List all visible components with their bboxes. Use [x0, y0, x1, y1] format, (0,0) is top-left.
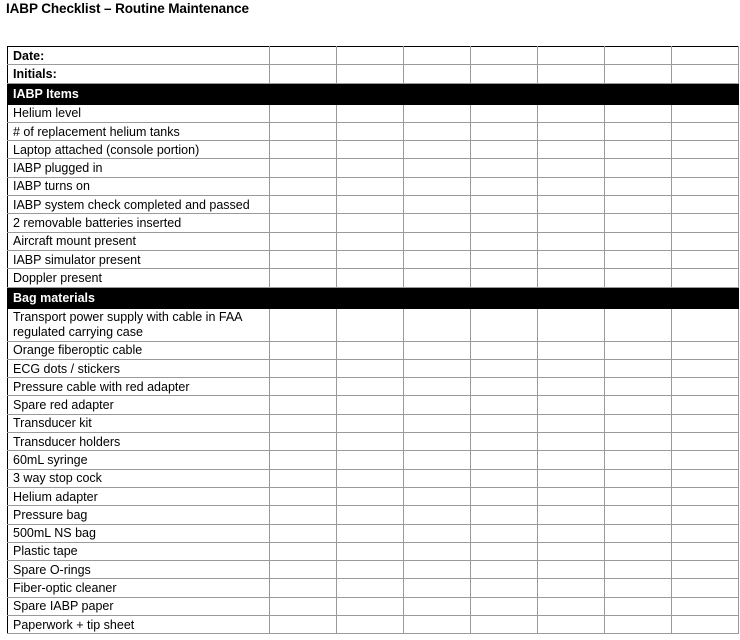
section-1-item-8-check-cell-4[interactable] [471, 232, 538, 250]
section-2-item-1-check-cell-5[interactable] [538, 308, 605, 341]
section-1-item-4-check-cell-7[interactable] [672, 159, 739, 177]
table-row [8, 196, 739, 214]
section-2-item-6-check-cell-3[interactable] [404, 414, 471, 432]
section-2-item-9-check-cell-7[interactable] [672, 469, 739, 487]
section-1-item-2-check-cell-2[interactable] [337, 122, 404, 140]
section-1-item-4-check-cell-2[interactable] [337, 159, 404, 177]
item-label: Transducer holders [8, 433, 270, 451]
section-2-item-5-check-cell-2[interactable] [337, 396, 404, 414]
table-row [8, 308, 739, 341]
section-2-item-1-check-cell-6[interactable] [605, 308, 672, 341]
item-label: Doppler present [8, 269, 270, 287]
section-2-item-3-check-cell-1[interactable] [270, 359, 337, 377]
header-row-label: Date: [8, 47, 270, 65]
section-2-item-1-check-cell-1[interactable] [270, 308, 337, 341]
section-1-item-10-check-cell-6[interactable] [605, 269, 672, 287]
section-1-item-8-check-cell-7[interactable] [672, 232, 739, 250]
section-1-item-8-check-cell-2[interactable] [337, 232, 404, 250]
section-header-row [8, 83, 739, 104]
section-2-item-10-check-cell-4[interactable] [471, 487, 538, 505]
section-1-item-3-check-cell-3[interactable] [404, 141, 471, 159]
section-2-item-8-check-cell-7[interactable] [672, 451, 739, 469]
item-label: IABP system check completed and passed [8, 196, 270, 214]
section-2-item-10-check-cell-6[interactable] [605, 487, 672, 505]
section-1-item-2-check-cell-1[interactable] [270, 122, 337, 140]
section-2-item-4-check-cell-2[interactable] [337, 378, 404, 396]
table-row [8, 214, 739, 232]
header-row-2-check-cell-1[interactable] [270, 65, 337, 83]
section-2-item-6-check-cell-4[interactable] [471, 414, 538, 432]
section-2-item-16-check-cell-7[interactable] [672, 597, 739, 615]
section-2-item-10-check-cell-1[interactable] [270, 487, 337, 505]
section-1-item-9-check-cell-6[interactable] [605, 250, 672, 268]
section-2-item-15-check-cell-6[interactable] [605, 579, 672, 597]
section-1-item-2-check-cell-3[interactable] [404, 122, 471, 140]
section-2-item-7-check-cell-5[interactable] [538, 433, 605, 451]
section-2-item-8-check-cell-4[interactable] [471, 451, 538, 469]
section-2-item-1-check-cell-3[interactable] [404, 308, 471, 341]
section-2-item-6-check-cell-5[interactable] [538, 414, 605, 432]
section-2-item-10-check-cell-5[interactable] [538, 487, 605, 505]
section-2-item-12-check-cell-2[interactable] [337, 524, 404, 542]
section-2-item-14-check-cell-7[interactable] [672, 561, 739, 579]
table-row [8, 159, 739, 177]
header-row-2-check-cell-2[interactable] [337, 65, 404, 83]
section-2-item-8-check-cell-1[interactable] [270, 451, 337, 469]
section-2-item-6-check-cell-1[interactable] [270, 414, 337, 432]
item-label: Spare IABP paper [8, 597, 270, 615]
section-2-item-11-check-cell-3[interactable] [404, 506, 471, 524]
section-2-item-14-check-cell-1[interactable] [270, 561, 337, 579]
section-1-item-4-check-cell-5[interactable] [538, 159, 605, 177]
section-1-item-3-check-cell-2[interactable] [337, 141, 404, 159]
section-2-item-13-check-cell-3[interactable] [404, 542, 471, 560]
table-row [8, 141, 739, 159]
section-2-item-16-check-cell-2[interactable] [337, 597, 404, 615]
section-2-item-17-check-cell-6[interactable] [605, 616, 672, 634]
section-2-item-2-check-cell-7[interactable] [672, 341, 739, 359]
section-2-item-5-check-cell-4[interactable] [471, 396, 538, 414]
table-row [8, 561, 739, 579]
table-row [8, 232, 739, 250]
section-2-item-7-check-cell-3[interactable] [404, 433, 471, 451]
header-row-2-check-cell-7[interactable] [672, 65, 739, 83]
item-label: Laptop attached (console portion) [8, 141, 270, 159]
section-1-item-10-check-cell-2[interactable] [337, 269, 404, 287]
table-row [8, 378, 739, 396]
section-2-item-4-check-cell-1[interactable] [270, 378, 337, 396]
section-1-item-3-check-cell-7[interactable] [672, 141, 739, 159]
section-2-item-15-check-cell-1[interactable] [270, 579, 337, 597]
section-1-item-3-check-cell-5[interactable] [538, 141, 605, 159]
section-2-item-12-check-cell-5[interactable] [538, 524, 605, 542]
section-2-item-3-check-cell-6[interactable] [605, 359, 672, 377]
item-label: IABP simulator present [8, 250, 270, 268]
section-2-item-1-check-cell-4[interactable] [471, 308, 538, 341]
item-label: Transport power supply with cable in FAA regulated carrying case [8, 308, 270, 341]
section-1-item-4-check-cell-1[interactable] [270, 159, 337, 177]
section-2-item-4-check-cell-4[interactable] [471, 378, 538, 396]
item-label: IABP turns on [8, 177, 270, 195]
section-1-item-8-check-cell-1[interactable] [270, 232, 337, 250]
section-2-item-3-check-cell-7[interactable] [672, 359, 739, 377]
section-2-item-14-check-cell-3[interactable] [404, 561, 471, 579]
section-1-item-10-check-cell-1[interactable] [270, 269, 337, 287]
table-row [8, 524, 739, 542]
section-2-item-12-check-cell-6[interactable] [605, 524, 672, 542]
table-row [8, 122, 739, 140]
table-row [8, 542, 739, 560]
item-label: 60mL syringe [8, 451, 270, 469]
section-1-item-1-check-cell-2[interactable] [337, 104, 404, 122]
section-1-item-7-check-cell-3[interactable] [404, 214, 471, 232]
section-1-item-6-check-cell-3[interactable] [404, 196, 471, 214]
item-label: Spare O-rings [8, 561, 270, 579]
table-row [8, 451, 739, 469]
section-2-item-4-check-cell-3[interactable] [404, 378, 471, 396]
checklist-table [7, 46, 739, 634]
table-row [8, 414, 739, 432]
table-row [8, 269, 739, 287]
section-1-item-5-check-cell-4[interactable] [471, 177, 538, 195]
item-label: Fiber-optic cleaner [8, 579, 270, 597]
section-2-item-16-check-cell-1[interactable] [270, 597, 337, 615]
item-label: IABP plugged in [8, 159, 270, 177]
table-row [8, 487, 739, 505]
section-2-item-16-check-cell-6[interactable] [605, 597, 672, 615]
section-2-item-5-check-cell-1[interactable] [270, 396, 337, 414]
item-label: ECG dots / stickers [8, 359, 270, 377]
section-2-item-9-check-cell-6[interactable] [605, 469, 672, 487]
section-title: Bag materials [8, 287, 739, 308]
section-2-item-8-check-cell-6[interactable] [605, 451, 672, 469]
section-1-item-6-check-cell-5[interactable] [538, 196, 605, 214]
section-1-item-2-check-cell-4[interactable] [471, 122, 538, 140]
section-1-item-8-check-cell-6[interactable] [605, 232, 672, 250]
section-2-item-5-check-cell-6[interactable] [605, 396, 672, 414]
section-1-item-4-check-cell-6[interactable] [605, 159, 672, 177]
section-1-item-7-check-cell-2[interactable] [337, 214, 404, 232]
section-1-item-5-check-cell-3[interactable] [404, 177, 471, 195]
section-2-item-17-check-cell-1[interactable] [270, 616, 337, 634]
section-2-item-13-check-cell-1[interactable] [270, 542, 337, 560]
section-2-item-6-check-cell-2[interactable] [337, 414, 404, 432]
section-1-item-6-check-cell-6[interactable] [605, 196, 672, 214]
section-2-item-2-check-cell-1[interactable] [270, 341, 337, 359]
section-1-item-6-check-cell-1[interactable] [270, 196, 337, 214]
section-2-item-11-check-cell-6[interactable] [605, 506, 672, 524]
section-2-item-7-check-cell-4[interactable] [471, 433, 538, 451]
section-1-item-9-check-cell-2[interactable] [337, 250, 404, 268]
section-1-item-2-check-cell-6[interactable] [605, 122, 672, 140]
item-label: Helium adapter [8, 487, 270, 505]
section-2-item-6-check-cell-7[interactable] [672, 414, 739, 432]
header-row-1-check-cell-2[interactable] [337, 47, 404, 65]
item-label: # of replacement helium tanks [8, 122, 270, 140]
section-2-item-3-check-cell-4[interactable] [471, 359, 538, 377]
section-1-item-6-check-cell-2[interactable] [337, 196, 404, 214]
section-1-item-9-check-cell-4[interactable] [471, 250, 538, 268]
section-2-item-2-check-cell-6[interactable] [605, 341, 672, 359]
section-2-item-11-check-cell-5[interactable] [538, 506, 605, 524]
section-2-item-17-check-cell-2[interactable] [337, 616, 404, 634]
item-label: 2 removable batteries inserted [8, 214, 270, 232]
table-row [8, 597, 739, 615]
section-2-item-6-check-cell-6[interactable] [605, 414, 672, 432]
page-title: IABP Checklist – Routine Maintenance [6, 1, 249, 16]
section-2-item-14-check-cell-6[interactable] [605, 561, 672, 579]
section-1-item-1-check-cell-5[interactable] [538, 104, 605, 122]
item-label: Aircraft mount present [8, 232, 270, 250]
section-2-item-1-check-cell-7[interactable] [672, 308, 739, 341]
section-2-item-12-check-cell-7[interactable] [672, 524, 739, 542]
header-row-1-check-cell-4[interactable] [471, 47, 538, 65]
table-row [8, 177, 739, 195]
header-row-label: Initials: [8, 65, 270, 83]
section-2-item-2-check-cell-2[interactable] [337, 341, 404, 359]
section-1-item-6-check-cell-7[interactable] [672, 196, 739, 214]
section-2-item-8-check-cell-3[interactable] [404, 451, 471, 469]
section-1-item-3-check-cell-4[interactable] [471, 141, 538, 159]
header-row-2-check-cell-5[interactable] [538, 65, 605, 83]
section-2-item-17-check-cell-5[interactable] [538, 616, 605, 634]
table-row [8, 506, 739, 524]
section-1-item-7-check-cell-5[interactable] [538, 214, 605, 232]
section-1-item-7-check-cell-1[interactable] [270, 214, 337, 232]
section-2-item-15-check-cell-2[interactable] [337, 579, 404, 597]
section-2-item-5-check-cell-3[interactable] [404, 396, 471, 414]
section-2-item-16-check-cell-3[interactable] [404, 597, 471, 615]
section-2-item-3-check-cell-3[interactable] [404, 359, 471, 377]
section-2-item-5-check-cell-7[interactable] [672, 396, 739, 414]
header-row-1-check-cell-6[interactable] [605, 47, 672, 65]
section-2-item-15-check-cell-7[interactable] [672, 579, 739, 597]
section-1-item-5-check-cell-2[interactable] [337, 177, 404, 195]
section-2-item-12-check-cell-1[interactable] [270, 524, 337, 542]
section-2-item-11-check-cell-7[interactable] [672, 506, 739, 524]
section-2-item-11-check-cell-4[interactable] [471, 506, 538, 524]
section-2-item-9-check-cell-4[interactable] [471, 469, 538, 487]
section-2-item-14-check-cell-5[interactable] [538, 561, 605, 579]
section-2-item-3-check-cell-5[interactable] [538, 359, 605, 377]
section-2-item-11-check-cell-1[interactable] [270, 506, 337, 524]
section-2-item-16-check-cell-5[interactable] [538, 597, 605, 615]
section-2-item-13-check-cell-6[interactable] [605, 542, 672, 560]
table-row [8, 359, 739, 377]
section-1-item-1-check-cell-6[interactable] [605, 104, 672, 122]
section-1-item-1-check-cell-7[interactable] [672, 104, 739, 122]
section-1-item-1-check-cell-3[interactable] [404, 104, 471, 122]
section-1-item-7-check-cell-7[interactable] [672, 214, 739, 232]
header-row-2-check-cell-3[interactable] [404, 65, 471, 83]
section-2-item-11-check-cell-2[interactable] [337, 506, 404, 524]
section-2-item-10-check-cell-2[interactable] [337, 487, 404, 505]
section-1-item-8-check-cell-5[interactable] [538, 232, 605, 250]
section-1-item-9-check-cell-7[interactable] [672, 250, 739, 268]
section-1-item-9-check-cell-5[interactable] [538, 250, 605, 268]
header-row-1-check-cell-1[interactable] [270, 47, 337, 65]
item-label: Spare red adapter [8, 396, 270, 414]
item-label: Pressure bag [8, 506, 270, 524]
section-2-item-10-check-cell-3[interactable] [404, 487, 471, 505]
section-2-item-17-check-cell-3[interactable] [404, 616, 471, 634]
section-2-item-3-check-cell-2[interactable] [337, 359, 404, 377]
section-2-item-17-check-cell-7[interactable] [672, 616, 739, 634]
section-2-item-13-check-cell-5[interactable] [538, 542, 605, 560]
section-1-item-2-check-cell-5[interactable] [538, 122, 605, 140]
section-1-item-1-check-cell-4[interactable] [471, 104, 538, 122]
section-1-item-5-check-cell-5[interactable] [538, 177, 605, 195]
header-row-1-check-cell-3[interactable] [404, 47, 471, 65]
header-row-1-check-cell-7[interactable] [672, 47, 739, 65]
section-header-row [8, 287, 739, 308]
section-2-item-4-check-cell-5[interactable] [538, 378, 605, 396]
section-2-item-12-check-cell-4[interactable] [471, 524, 538, 542]
section-1-item-5-check-cell-7[interactable] [672, 177, 739, 195]
section-2-item-8-check-cell-2[interactable] [337, 451, 404, 469]
section-1-item-5-check-cell-1[interactable] [270, 177, 337, 195]
section-2-item-4-check-cell-6[interactable] [605, 378, 672, 396]
table-row [8, 616, 739, 634]
table-row [8, 579, 739, 597]
section-2-item-15-check-cell-5[interactable] [538, 579, 605, 597]
section-1-item-2-check-cell-7[interactable] [672, 122, 739, 140]
section-2-item-10-check-cell-7[interactable] [672, 487, 739, 505]
section-1-item-9-check-cell-3[interactable] [404, 250, 471, 268]
section-1-item-5-check-cell-6[interactable] [605, 177, 672, 195]
header-row [8, 47, 739, 65]
section-1-item-3-check-cell-6[interactable] [605, 141, 672, 159]
section-2-item-7-check-cell-6[interactable] [605, 433, 672, 451]
section-2-item-7-check-cell-7[interactable] [672, 433, 739, 451]
section-2-item-9-check-cell-5[interactable] [538, 469, 605, 487]
header-row-2-check-cell-4[interactable] [471, 65, 538, 83]
section-1-item-6-check-cell-4[interactable] [471, 196, 538, 214]
item-label: Paperwork + tip sheet [8, 616, 270, 634]
section-1-item-7-check-cell-6[interactable] [605, 214, 672, 232]
item-label: 3 way stop cock [8, 469, 270, 487]
section-2-item-8-check-cell-5[interactable] [538, 451, 605, 469]
section-1-item-10-check-cell-4[interactable] [471, 269, 538, 287]
section-2-item-17-check-cell-4[interactable] [471, 616, 538, 634]
item-label: Transducer kit [8, 414, 270, 432]
section-2-item-14-check-cell-4[interactable] [471, 561, 538, 579]
section-2-item-2-check-cell-4[interactable] [471, 341, 538, 359]
section-2-item-9-check-cell-2[interactable] [337, 469, 404, 487]
section-2-item-1-check-cell-2[interactable] [337, 308, 404, 341]
section-1-item-7-check-cell-4[interactable] [471, 214, 538, 232]
item-label: Pressure cable with red adapter [8, 378, 270, 396]
item-label: Plastic tape [8, 542, 270, 560]
header-row-1-check-cell-5[interactable] [538, 47, 605, 65]
item-label: 500mL NS bag [8, 524, 270, 542]
section-2-item-5-check-cell-5[interactable] [538, 396, 605, 414]
section-2-item-7-check-cell-2[interactable] [337, 433, 404, 451]
section-2-item-2-check-cell-5[interactable] [538, 341, 605, 359]
section-1-item-9-check-cell-1[interactable] [270, 250, 337, 268]
section-2-item-9-check-cell-1[interactable] [270, 469, 337, 487]
header-row-2-check-cell-6[interactable] [605, 65, 672, 83]
table-row [8, 341, 739, 359]
header-row [8, 65, 739, 83]
section-2-item-12-check-cell-3[interactable] [404, 524, 471, 542]
table-row [8, 396, 739, 414]
section-1-item-1-check-cell-1[interactable] [270, 104, 337, 122]
section-2-item-13-check-cell-7[interactable] [672, 542, 739, 560]
section-1-item-3-check-cell-1[interactable] [270, 141, 337, 159]
section-2-item-2-check-cell-3[interactable] [404, 341, 471, 359]
item-label: Helium level [8, 104, 270, 122]
table-row [8, 250, 739, 268]
section-1-item-10-check-cell-7[interactable] [672, 269, 739, 287]
section-1-item-4-check-cell-3[interactable] [404, 159, 471, 177]
table-row [8, 469, 739, 487]
section-1-item-8-check-cell-3[interactable] [404, 232, 471, 250]
section-2-item-15-check-cell-4[interactable] [471, 579, 538, 597]
section-2-item-4-check-cell-7[interactable] [672, 378, 739, 396]
section-2-item-14-check-cell-2[interactable] [337, 561, 404, 579]
section-2-item-9-check-cell-3[interactable] [404, 469, 471, 487]
section-2-item-16-check-cell-4[interactable] [471, 597, 538, 615]
section-title: IABP Items [8, 83, 739, 104]
table-row [8, 433, 739, 451]
section-2-item-7-check-cell-1[interactable] [270, 433, 337, 451]
section-2-item-15-check-cell-3[interactable] [404, 579, 471, 597]
item-label: Orange fiberoptic cable [8, 341, 270, 359]
section-2-item-13-check-cell-2[interactable] [337, 542, 404, 560]
section-1-item-10-check-cell-3[interactable] [404, 269, 471, 287]
section-2-item-13-check-cell-4[interactable] [471, 542, 538, 560]
section-1-item-4-check-cell-4[interactable] [471, 159, 538, 177]
table-row [8, 104, 739, 122]
section-1-item-10-check-cell-5[interactable] [538, 269, 605, 287]
